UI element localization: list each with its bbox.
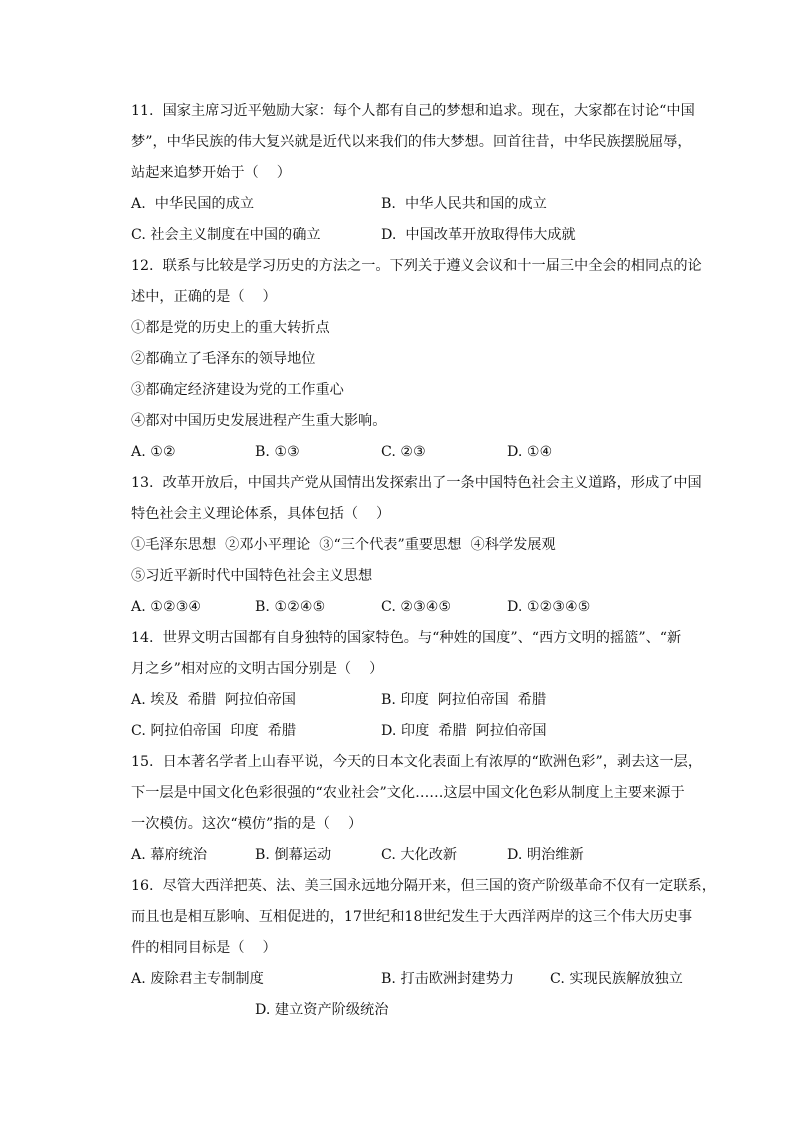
answer-option[interactable]: C. ②③ [381,444,426,460]
option-row [131,685,691,716]
question-stem-line: 件的相同目标是（ ） [131,940,277,956]
question-11 [131,96,695,251]
question-13 [131,468,702,623]
answer-option[interactable]: B. 中华人民共和国的成立 [381,196,547,212]
question-stem-line: 站起来追梦开始于（ ） [131,165,291,181]
question-stem-line: 而且也是相互影响、互相促进的，17世纪和18世纪发生于大西洋两岸的这三个伟大历史事 [131,909,693,925]
answer-option[interactable]: B. ①③ [255,444,300,460]
option-row [131,995,691,1026]
answer-option[interactable]: A. ①② [131,444,176,460]
statement-item: ③都确定经济建设为党的工作重心 [131,382,344,398]
answer-option[interactable]: C. 实现民族解放独立 [550,971,683,987]
statement-item: ④都对中国历史发展进程产生重大影响。 [131,413,387,429]
answer-option[interactable]: C. 阿拉伯帝国 印度 希腊 [131,723,297,739]
question-stem-line: 12. 联系与比较是学习历史的方法之一。下列关于遵义会议和十一届三中全会的相同点的论 [131,258,702,274]
answer-option[interactable]: C. ②③④⑤ [381,599,452,615]
statement-item: ⑤习近平新时代中国特色社会主义思想 [131,568,373,584]
question-stem-line: 梦”，中华民族的伟大复兴就是近代以来我们的伟大梦想。回首往昔，中华民族摆脱屈辱， [131,134,692,150]
option-row [131,189,691,220]
question-stem-line: 特色社会主义理论体系，具体包括（ ） [131,506,391,522]
option-row [131,220,691,251]
answer-option[interactable]: A. ①②③④ [131,599,202,615]
statement-item: ①毛泽东思想 ②邓小平理论 ③“三个代表”重要思想 ④科学发展观 [131,537,556,553]
answer-option[interactable]: D. 建立资产阶级统治 [255,1002,389,1018]
answer-option[interactable]: D. 中国改革开放取得伟大成就 [381,227,576,243]
answer-option[interactable]: B. 印度 阿拉伯帝国 希腊 [381,692,547,708]
question-stem-line: 一次模仿。这次“模仿”指的是（ ） [131,816,363,832]
statement-item: ②都确立了毛泽东的领导地位 [131,351,316,367]
question-stem-line: 14. 世界文明古国都有自身独特的国家特色。与“种姓的国度”、“西方文明的摇篮”、“新 [131,630,682,646]
answer-option[interactable]: D. 印度 希腊 阿拉伯帝国 [381,723,547,739]
question-stem-line: 月之乡”相对应的文明古国分别是（ ） [131,661,384,677]
answer-option[interactable]: B. ①②④⑤ [255,599,326,615]
answer-option[interactable]: D. 明治维新 [507,847,584,863]
answer-option[interactable]: A. 埃及 希腊 阿拉伯帝国 [131,692,296,708]
question-14 [131,623,691,747]
answer-option[interactable]: A. 废除君主专制制度 [131,971,264,987]
option-row [131,592,691,623]
answer-option[interactable]: A. 中华民国的成立 [131,196,255,212]
option-row [131,437,691,468]
question-16 [131,871,716,1026]
question-stem-line: 16. 尽管大西洋把英、法、美三国永远地分隔开来，但三国的资产阶级革命不仅有一定联系， [131,878,716,894]
option-row [131,964,691,995]
answer-option[interactable]: B. 倒幕运动 [255,847,332,863]
statement-item: ①都是党的历史上的重大转折点 [131,320,330,336]
question-stem-line: 下一层是中国文化色彩很强的“农业社会”文化……这层中国文化色彩从制度上主要来源于 [131,785,685,801]
question-12 [131,251,702,468]
question-stem-line: 15. 日本著名学者上山春平说，今天的日本文化表面上有浓厚的“欧洲色彩”，剥去这一层， [131,754,703,770]
answer-option[interactable]: C. 大化改新 [381,847,458,863]
option-row [131,840,691,871]
question-15 [131,747,703,871]
answer-option[interactable]: C. 社会主义制度在中国的确立 [131,227,321,243]
answer-option[interactable]: D. ①④ [507,444,553,460]
exam-page [131,96,716,1026]
answer-option[interactable]: D. ①②③④⑤ [507,599,591,615]
option-row [131,716,691,747]
question-stem-line: 13. 改革开放后，中国共产党从国情出发探索出了一条中国特色社会主义道路，形成了中国 [131,475,702,491]
question-stem-line: 11. 国家主席习近平勉励大家：每个人都有自己的梦想和追求。现在，大家都在讨论“中国 [131,103,695,119]
answer-option[interactable]: B. 打击欧洲封建势力 [381,971,514,987]
question-stem-line: 述中，正确的是（ ） [131,289,277,305]
answer-option[interactable]: A. 幕府统治 [131,847,208,863]
